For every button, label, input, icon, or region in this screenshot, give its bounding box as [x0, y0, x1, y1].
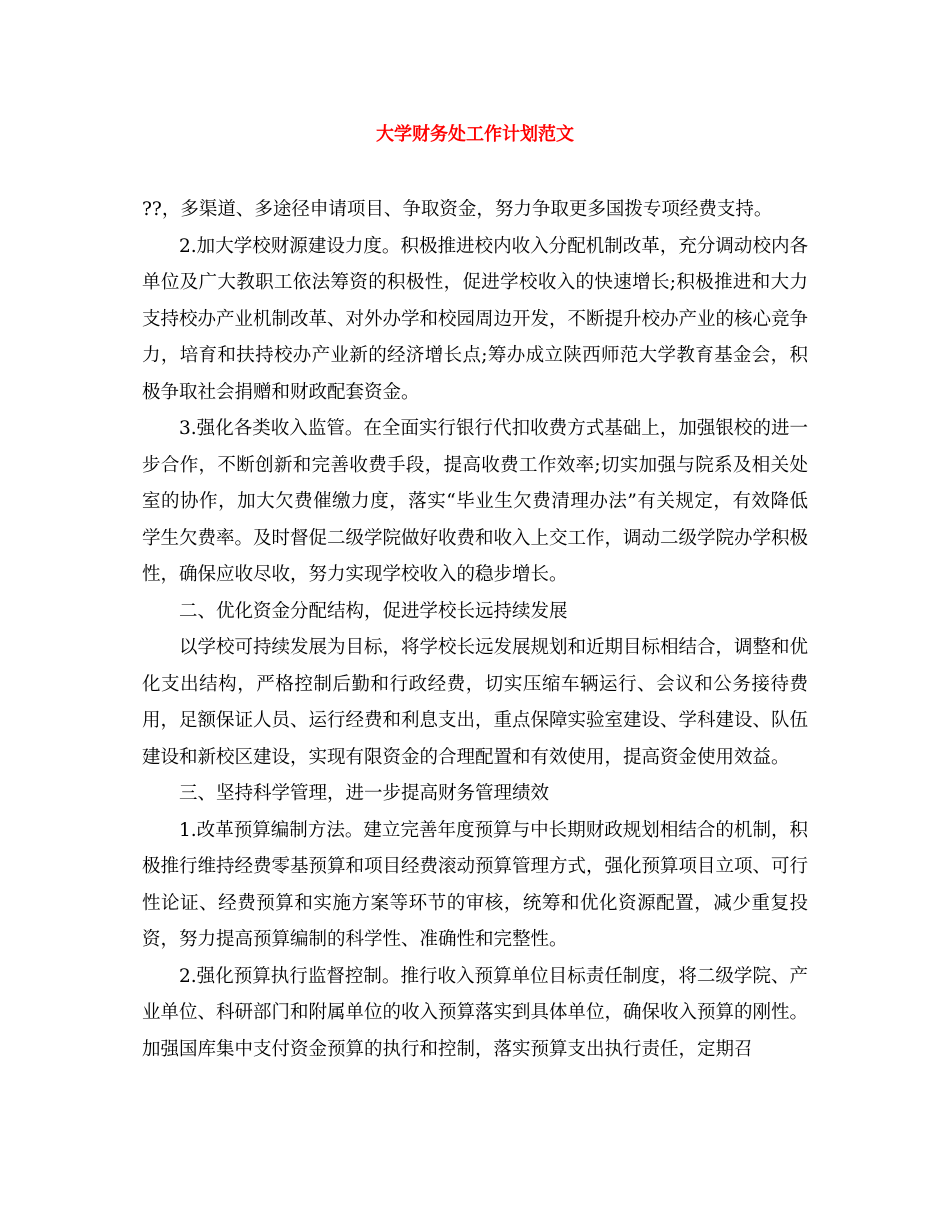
paragraph-allocation-structure: 以学校可持续发展为目标，将学校长远发展规划和近期目标相结合，调整和优化支出结构，严格控制后勤和行政经费，切实压缩车辆运行、会议和公务接待费用，足额保证人员、运行经费和利息支出，重点保障实验室建设、学科建设、队伍建设和新校区建设，实现有限资金的合理配置和有效使用，提高资金使用效益。 [142, 637, 809, 768]
paragraph-item-2-budget-control: 2.强化预算执行监督控制。推行收入预算单位目标责任制度，将二级学院、产业单位、科研部门和附属单位的收入预算落实到具体单位，确保收入预算的刚性。加强国库集中支付资金预算的执行和控制，落实预算支出执行责任，定期召 [142, 965, 809, 1060]
paragraph-item-3-income-supervision: 3.强化各类收入监管。在全面实行银行代扣收费方式基础上，加强银校的进一步合作，不断创新和完善收费手段，提高收费工作效率;切实加强与院系及相关处室的协作，加大欠费催缴力度，落实“毕业生欠费清理办法”有关规定，有效降低学生欠费率。及时督促二级学院做好收费和收入上交工作，调动二级学院办学积极性，确保应收尽收，努力实现学校收入的稳步增长。 [142, 418, 809, 585]
paragraph-continuation: ??，多渠道、多途径申请项目、争取资金，努力争取更多国拨专项经费支持。 [142, 199, 773, 220]
document-body [142, 192, 808, 1068]
section-heading-2: 二、优化资金分配结构，促进学校长远持续发展 [179, 600, 568, 622]
document-title: 大学财务处工作计划范文 [376, 124, 574, 145]
paragraph-item-1-budget-method: 1.改革预算编制方法。建立完善年度预算与中长期财政规划相结合的机制，积极推行维持经费零基预算和项目经费滚动预算管理方式，强化预算项目立项、可行性论证、经费预算和实施方案等环节的审核，统筹和优化资源配置，减少重复投资，努力提高预算编制的科学性、准确性和完整性。 [142, 819, 809, 950]
paragraph-item-2-revenue-sources: 2.加大学校财源建设力度。积极推进校内收入分配机制改革，充分调动校内各单位及广大教职工依法筹资的积极性，促进学校收入的快速增长;积极推进和大力支持校办产业机制改革、对外办学和校园周边开发，不断提升校办产业的核心竞争力，培育和扶持校办产业新的经济增长点;筹办成立陕西师范大学教育基金会，积极争取社会捐赠和财政配套资金。 [142, 235, 809, 403]
section-heading-3: 三、坚持科学管理，进一步提高财务管理绩效 [179, 783, 550, 804]
